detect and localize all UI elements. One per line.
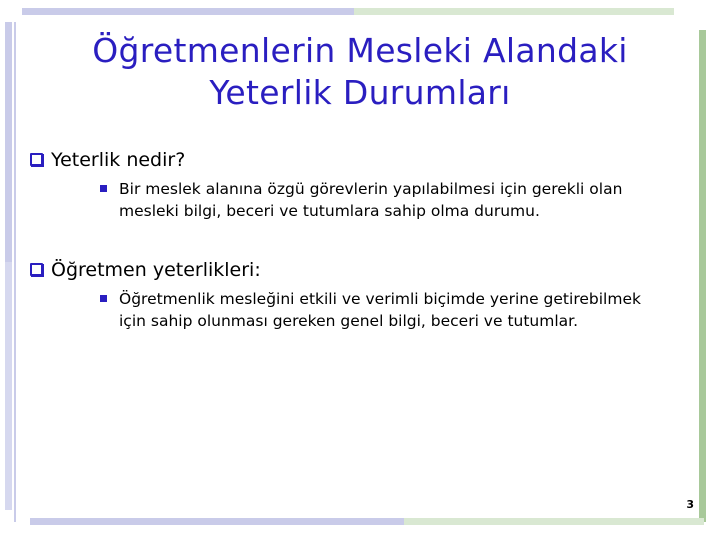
bottom-decor-bar-green	[404, 518, 704, 525]
square-bullet-icon	[100, 185, 107, 192]
checkbox-bullet-icon	[30, 263, 43, 276]
left-decor-bar-lower	[5, 262, 12, 510]
sub-bullet-item-1	[100, 178, 659, 222]
top-decor-bar-green	[354, 8, 674, 15]
right-decor-bar	[699, 30, 706, 522]
bullet-item-2	[30, 258, 261, 282]
square-bullet-icon	[100, 295, 107, 302]
left-decor-line	[14, 22, 16, 522]
sub-bullet-text: Bir meslek alanına özgü görevlerin yapılabilmesi için gerekli olan mesleki bilgi, beceri ve tutumlara sahip olma durumu.	[119, 180, 623, 220]
page-number: 3	[686, 498, 694, 511]
top-decor-bar	[22, 8, 354, 15]
bottom-decor-bar	[30, 518, 404, 525]
title-line-2: Yeterlik Durumları	[209, 73, 511, 112]
bullet-heading: Öğretmen yeterlikleri:	[51, 259, 261, 281]
bullet-heading: Yeterlik nedir?	[51, 149, 186, 171]
bullet-item-1	[30, 148, 185, 172]
sub-bullet-item-2	[100, 288, 659, 332]
slide-title	[40, 30, 680, 114]
left-decor-bar	[5, 22, 12, 262]
checkbox-bullet-icon	[30, 153, 43, 166]
title-line-1: Öğretmenlerin Mesleki Alandaki	[92, 31, 628, 70]
sub-bullet-text: Öğretmenlik mesleğini etkili ve verimli biçimde yerine getirebilmek için sahip olunması gereken genel bilgi, beceri ve tutumlar.	[119, 290, 641, 330]
